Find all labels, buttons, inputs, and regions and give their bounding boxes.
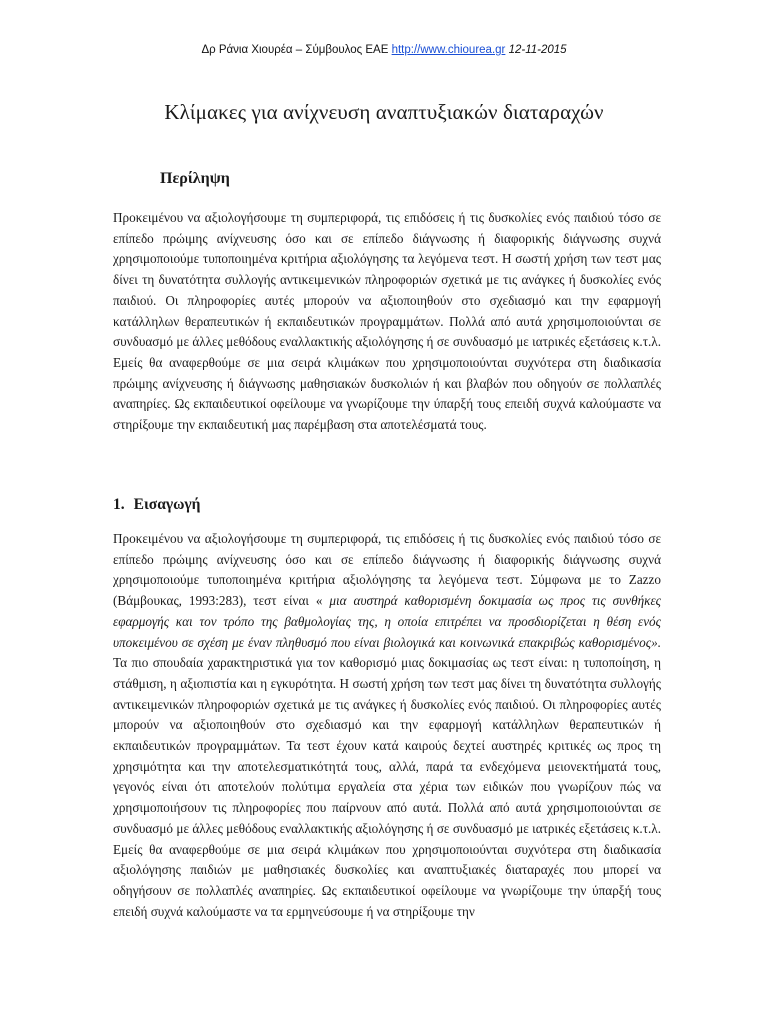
summary-heading: Περίληψη bbox=[160, 170, 230, 187]
section-number: 1. bbox=[113, 496, 125, 513]
intro-text-start: Προκειμένου να αξιολογήσουμε τη συμπεριφορά, τις επιδόσεις ή τις δυσκολίες ενός παιδιού τόσο σε επίπεδο πρώιμης ανίχνευσης όσο και σε επίπεδο διάγνωσης ή διαφορικής διάγνωσης συχνά χρησιμοποιούμε τυποποιημένα κριτήρια αξιολόγησης τα λεγόμενα τεστ. Σύμφωνα με το Zazzo (Βάμβουκας, 1993:283), τεστ είναι « bbox=[113, 531, 661, 609]
section-heading-introduction bbox=[113, 496, 200, 514]
header-url-link[interactable]: http://www.chiourea.gr bbox=[391, 44, 506, 56]
summary-paragraph: Προκειμένου να αξιολογήσουμε τη συμπεριφορά, τις επιδόσεις ή τις δυσκολίες ενός παιδιού τόσο σε επίπεδο πρώιμης ανίχνευσης όσο και σε επίπεδο διάγνωσης ή διαφορικής διάγνωσης συχνά χρησιμοποιούμε τυποποιημένα κριτήρια αξιολόγησης τα λεγόμενα τεστ. Η σωστή χρήση των τεστ μας δίνει τη δυνατότητα συλλογής αντικειμενικών πληροφοριών σχετικά με τις ανάγκες ή δυσκολίες ενός παιδιού. Οι πληροφορίες αυτές μπορούν να αξιοποιηθούν στο σχεδιασμό και την εφαρμογή κατάλληλων θεραπευτικών ή εκπαιδευτικών προγραμμάτων. Πολλά από αυτά χρησιμοποιούνται σε συνδυασμό με άλλες μεθόδους εναλλακτικής αξιολόγησης ή σε συνδυασμό με ιατρικές εξετάσεις κ.τ.λ. Εμείς θα αναφερθούμε σε μια σειρά κλιμάκων που χρησιμοποιούνται συχνότερα στη διαδικασία πρώιμης ανίχνευσης ή διάγνωσης μαθησιακών δυσκολιών ή και βλαβών που οδηγούν σε πολλαπλές αναπηρίες. Ως εκπαιδευτικοί οφείλουμε να γνωρίζουμε την ύπαρξή τους επειδή συχνά καλούμαστε να στηρίξουμε την εκπαιδευτική μας παρέμβαση στα αποτελέσματά τους. bbox=[113, 210, 661, 433]
introduction-paragraph bbox=[113, 529, 661, 922]
document-title: Κλίμακες για ανίχνευση αναπτυξιακών διαταραχών bbox=[164, 100, 604, 124]
intro-quote: μια αυστηρά καθορισμένη δοκιμασία ως προς τις συνθήκες εφαρμογής και τον τρόπο της βαθμολογίας της, η οποία επιτρέπει να προσδιορίζεται η θέση ενός υποκειμένου σε σχέση με έναν πληθυσμό που είναι βιολογικά και κοινωνικά επακριβώς καθορισμένος». bbox=[113, 593, 661, 650]
header-author: Δρ Ράνια Χιουρέα – Σύμβουλος ΕΑΕ bbox=[201, 44, 389, 56]
header-date: 12-11-2015 bbox=[508, 44, 567, 56]
section-title: Εισαγωγή bbox=[133, 496, 201, 513]
page-header bbox=[0, 44, 768, 56]
intro-text-rest: Τα πιο σπουδαία χαρακτηριστικά για τον καθορισμό μιας δοκιμασίας ως τεστ είναι: η τυποποίηση, η στάθμιση, η αξιοπιστία και η εγκυρότητα. Η σωστή χρήση των τεστ μας δίνει τη δυνατότητα συλλογής αντικειμενικών πληροφοριών σχετικά με τις ανάγκες ή δυσκολίες ενός παιδιού. Οι πληροφορίες αυτές μπορούν να αξιοποιηθούν στο σχεδιασμό και την εφαρμογή κατάλληλων θεραπευτικών ή εκπαιδευτικών προγραμμάτων. Τα τεστ έχουν κατά καιρούς δεχτεί αυστηρές κριτικές ως προς τη χρησιμότητα και την αποτελεσματικότητά τους, αλλά, παρά τα ενδεχόμενα μειονεκτήματά τους, γεγονός είναι ότι αποτελούν πολύτιμα εργαλεία στα χέρια των ειδικών που γνωρίζουν πώς να χρησιμοποιήσουν τις πληροφορίες που παίρνουν από αυτά. Πολλά από αυτά χρησιμοποιούνται σε συνδυασμό με άλλες μεθόδους εναλλακτικής αξιολόγησης ή σε συνδυασμό με ιατρικές εξετάσεις κ.τ.λ. Εμείς θα αναφερθούμε σε μια σειρά κλιμάκων που χρησιμοποιούνται συχνότερα στη διαδικασία αξιολόγησης παιδιών με μαθησιακές δυσκολίες και αναπτυξιακές διαταραχές που μπορεί να οδηγήσουν σε πολλαπλές αναπηρίες. Ως εκπαιδευτικοί οφείλουμε να γνωρίζουμε την ύπαρξή τους επειδή συχνά καλούμαστε να τα ερμηνεύσουμε ή να στηρίξουμε την bbox=[113, 655, 661, 919]
